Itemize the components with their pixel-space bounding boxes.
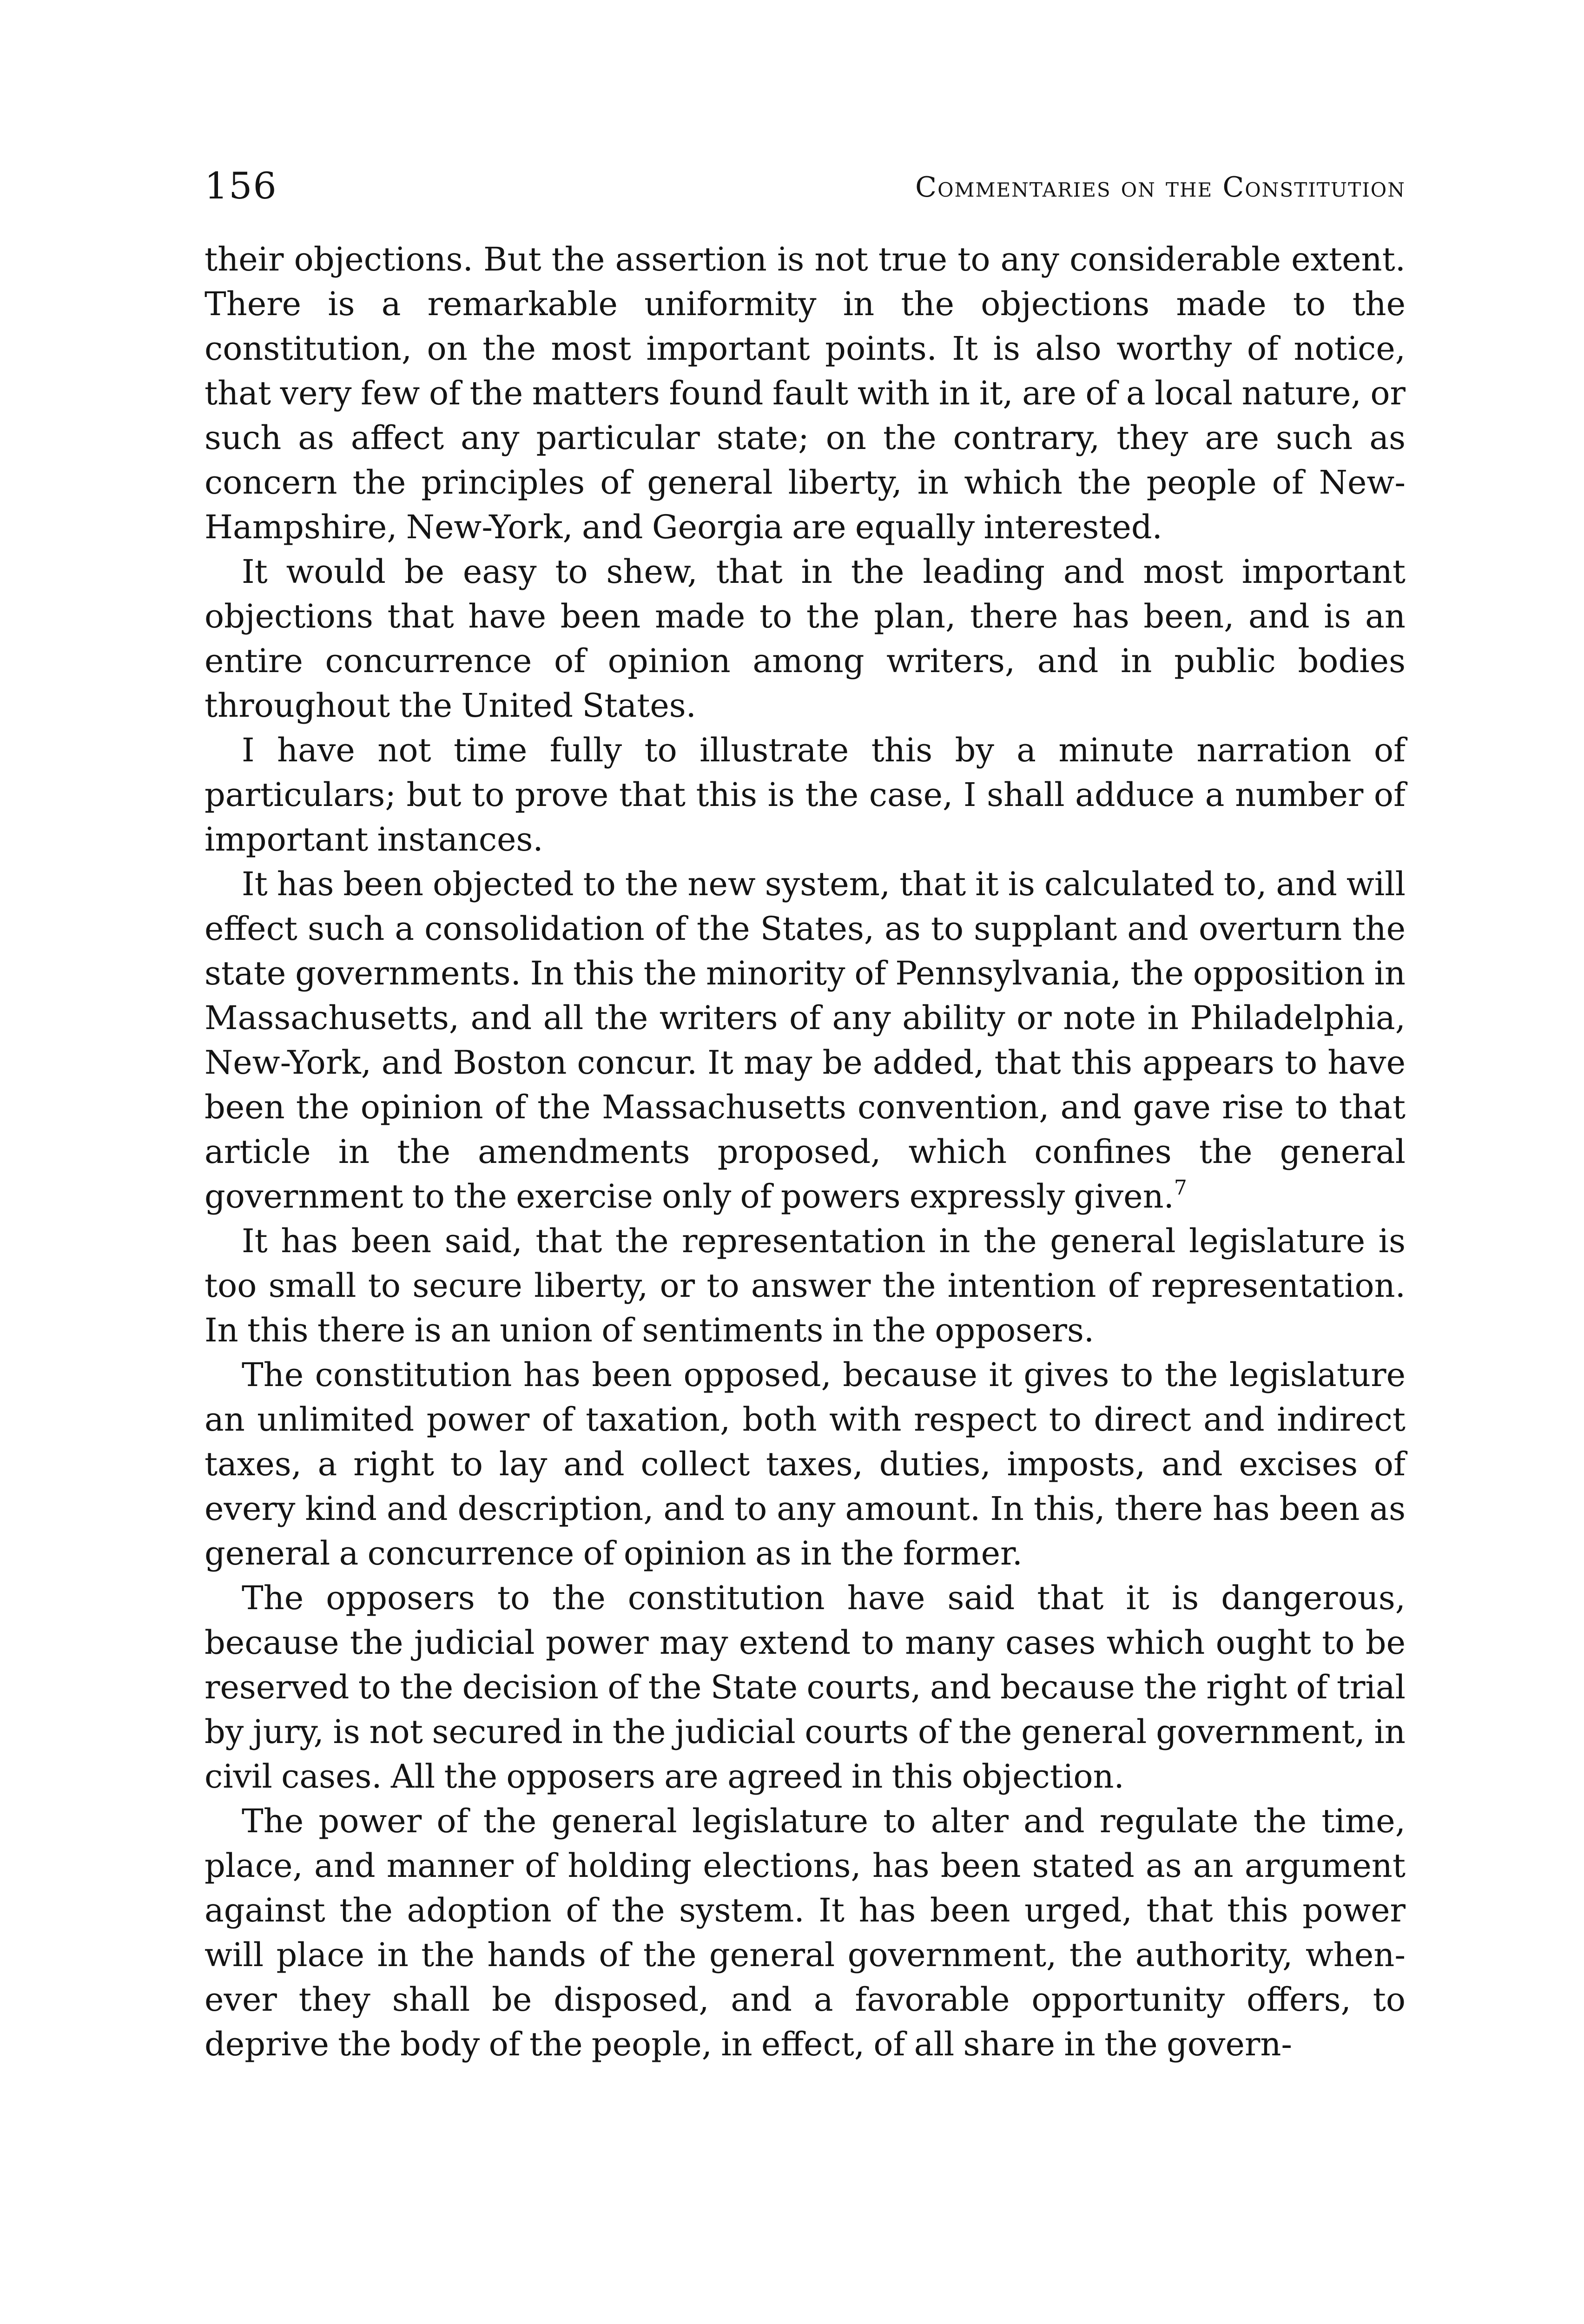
paragraph-text: The constitution has been opposed, because it gives to the legislature an unlimited power of taxation, both with respect to direct and indirect taxes, a right to lay and collect taxes, duties, imposts, and excises of every kind and description, and to any amount. In this, there has been as general a concurrence of opinion as in the former. [205, 1356, 1406, 1572]
page-number: 156 [205, 165, 277, 207]
paragraph-3 [205, 728, 1406, 862]
paragraph-5 [205, 1219, 1406, 1353]
paragraph-4 [205, 862, 1406, 1219]
running-title: Commentaries on the Constitution [915, 171, 1406, 204]
paragraph-text: The power of the general legislature to alter and regulate the time, place, and manner of holding elections, has been stated as an argument against the adoption of the system. It has been urged, that this power will place in the hands of the general government, the authority, whenever they shall be disposed, and a favorable opportunity offers, to deprive the body of the people, in effect, of all share in the govern- [205, 1802, 1406, 2063]
paragraph-text: It would be easy to shew, that in the leading and most important objections that have been made to the plan, there has been, and is an entire concurrence of opinion among writers, and in public bodies throughout the United States. [205, 553, 1406, 725]
paragraph-8 [205, 1799, 1406, 2067]
running-head [205, 164, 1406, 215]
footnote-reference: 7 [1174, 1175, 1187, 1200]
paragraph-2 [205, 549, 1406, 728]
paragraph-text: their objections. But the assertion is not true to any considerable extent. There is a remarkable uniformity in the objections made to the constitution, on the most important points. It is also worthy of notice, that very few of the matters found fault with in it, are of a local nature, or such as affect any particular state; on the contrary, they are such as concern the principles of general liberty, in which the people of New-Hampshire, New-York, and Georgia are equally interested. [205, 240, 1406, 546]
paragraph-text: It has been said, that the representation in the general legislature is too small to secure liberty, or to answer the intention of representation. In this there is an union of sentiments in the opposers. [205, 1222, 1406, 1349]
paragraph-text: I have not time fully to illustrate this by a minute narration of particulars; but to prove that this is the case, I shall adduce a number of important instances. [205, 731, 1406, 858]
paragraph-7 [205, 1576, 1406, 1799]
paragraph-6 [205, 1353, 1406, 1576]
paragraph-1 [205, 237, 1406, 549]
body-text [205, 237, 1406, 2067]
paragraph-text: It has been objected to the new system, that it is calculated to, and will effect such a consolidation of the States, as to supplant and overturn the state governments. In this the minority of Pennsylvania, the opposition in Massachusetts, and all the writers of any ability or note in Philadelphia, New-York, and Boston concur. It may be added, that this appears to have been the opinion of the Massachusetts convention, and gave rise to that article in the amendments proposed, which confines the general government to the exercise only of powers expressly given. [205, 865, 1406, 1215]
paragraph-text: The opposers to the constitution have said that it is dangerous, because the judicial power may extend to many cases which ought to be reserved to the decision of the State courts, and because the right of trial by jury, is not secured in the judicial courts of the general government, in civil cases. All the opposers are agreed in this objection. [205, 1579, 1406, 1796]
